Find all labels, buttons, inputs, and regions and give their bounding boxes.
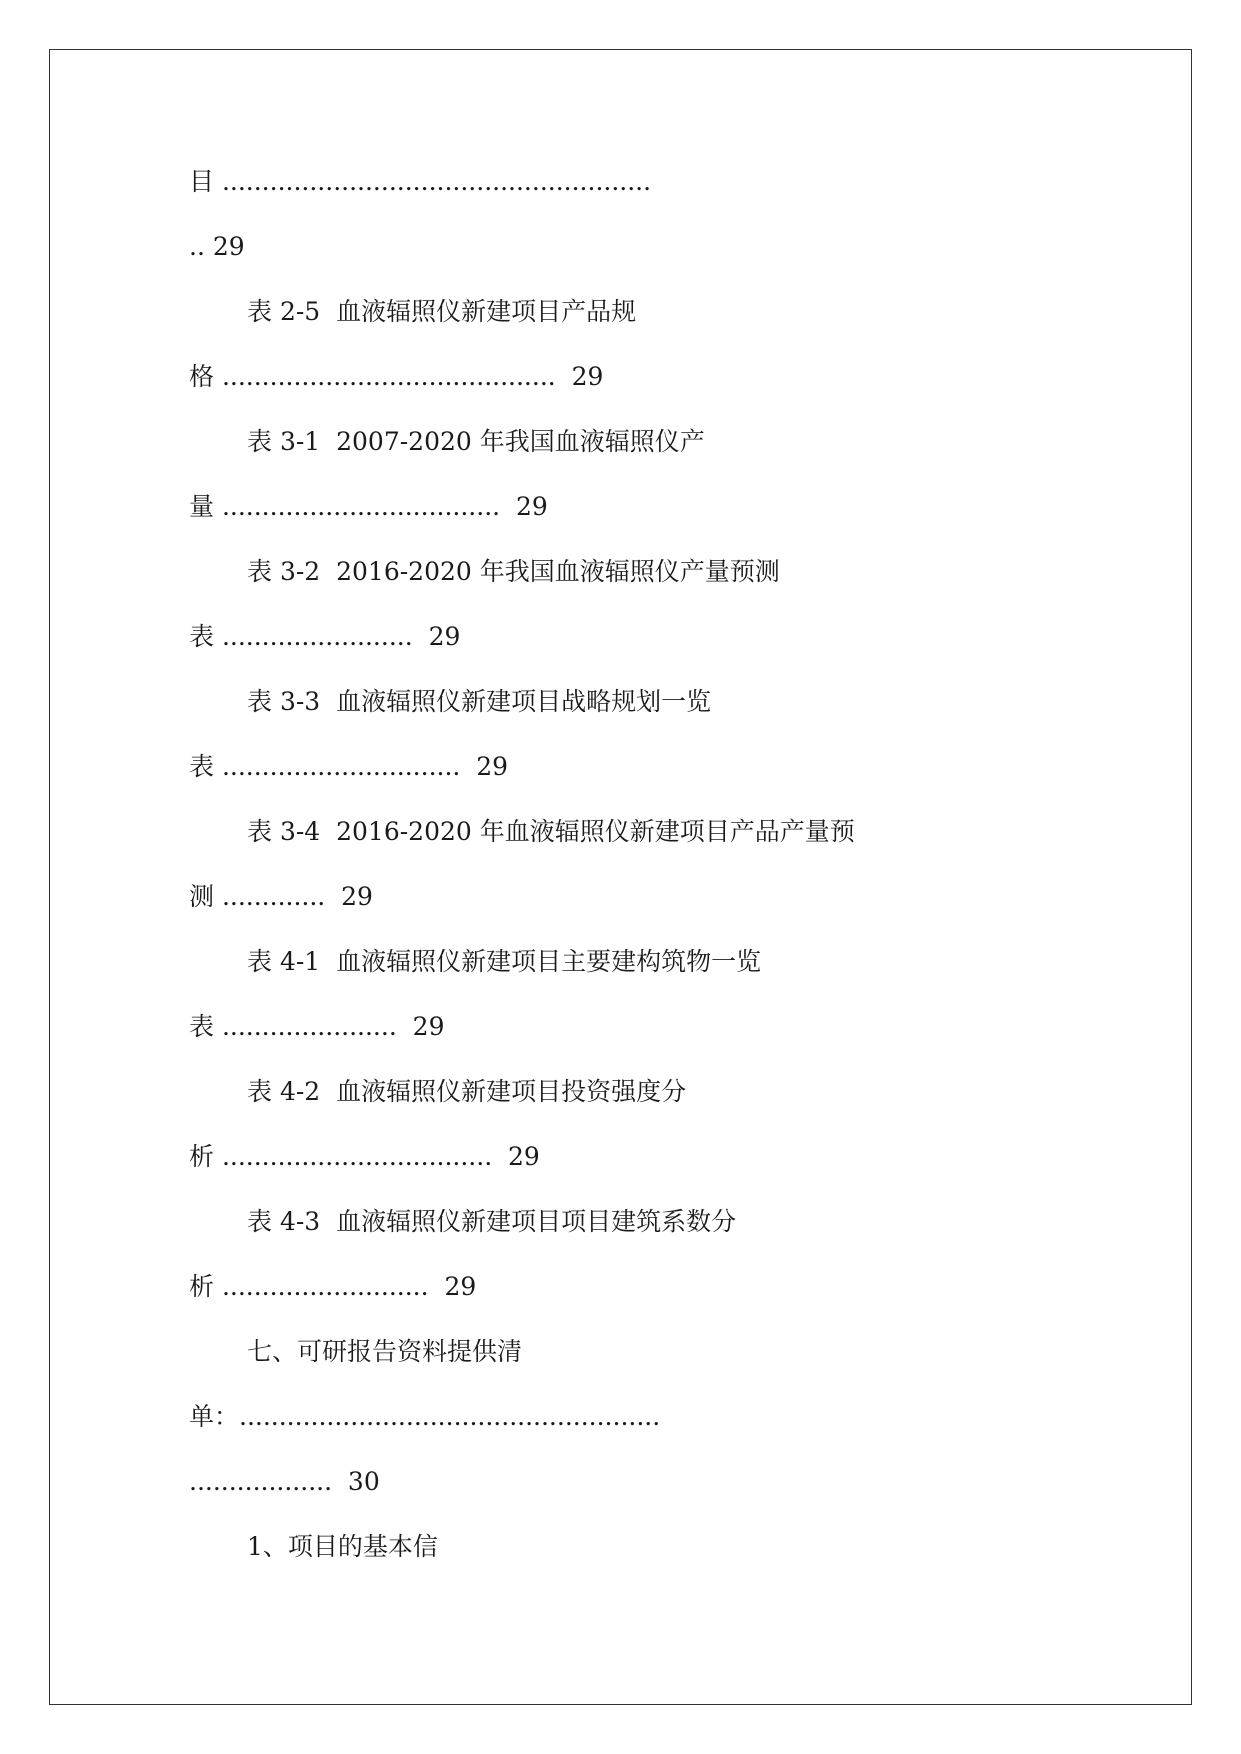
toc-entry-table-4-1-leader[interactable]: 表 ...................... 29: [189, 1012, 445, 1041]
toc-entry-table-2-5[interactable]: 表 2-5 血液辐照仪新建项目产品规: [247, 297, 637, 326]
toc-line-continuation: 目 ......................................................: [189, 167, 652, 196]
toc-entry-table-4-3-leader[interactable]: 析 .......................... 29: [189, 1272, 477, 1301]
toc-entry-table-3-2[interactable]: 表 3-2 2016-2020 年我国血液辐照仪产量预测: [247, 557, 780, 586]
toc-entry-subsection-1[interactable]: 1、项目的基本信: [247, 1532, 438, 1561]
toc-entry-table-4-2-leader[interactable]: 析 .................................. 29: [189, 1142, 540, 1171]
toc-entry-table-4-3[interactable]: 表 4-3 血液辐照仪新建项目项目建筑系数分: [247, 1207, 737, 1236]
toc-entry-table-3-3-leader[interactable]: 表 .............................. 29: [189, 752, 509, 781]
toc-entry-table-3-1[interactable]: 表 3-1 2007-2020 年我国血液辐照仪产: [247, 427, 705, 456]
toc-entry-table-3-4[interactable]: 表 3-4 2016-2020 年血液辐照仪新建项目产品产量预: [247, 817, 855, 846]
toc-entry-table-3-2-leader[interactable]: 表 ........................ 29: [189, 622, 461, 651]
toc-entry-section-7[interactable]: 七、可研报告资料提供清: [247, 1337, 523, 1366]
toc-entry-table-2-5-leader[interactable]: 格 .......................................... 29: [189, 362, 604, 391]
toc-entry-section-7-page[interactable]: .................. 30: [189, 1467, 380, 1496]
toc-entry-table-3-1-leader[interactable]: 量 ................................... 29: [189, 492, 548, 521]
toc-page-number-line: .. 29: [189, 232, 245, 261]
toc-entry-table-4-2[interactable]: 表 4-2 血液辐照仪新建项目投资强度分: [247, 1077, 687, 1106]
toc-entry-table-3-4-leader[interactable]: 测 ............. 29: [189, 882, 373, 911]
toc-entry-table-3-3[interactable]: 表 3-3 血液辐照仪新建项目战略规划一览: [247, 687, 712, 716]
toc-entry-table-4-1[interactable]: 表 4-1 血液辐照仪新建项目主要建构筑物一览: [247, 947, 762, 976]
toc-entry-section-7-leader[interactable]: 单：.....................................................: [189, 1402, 661, 1431]
